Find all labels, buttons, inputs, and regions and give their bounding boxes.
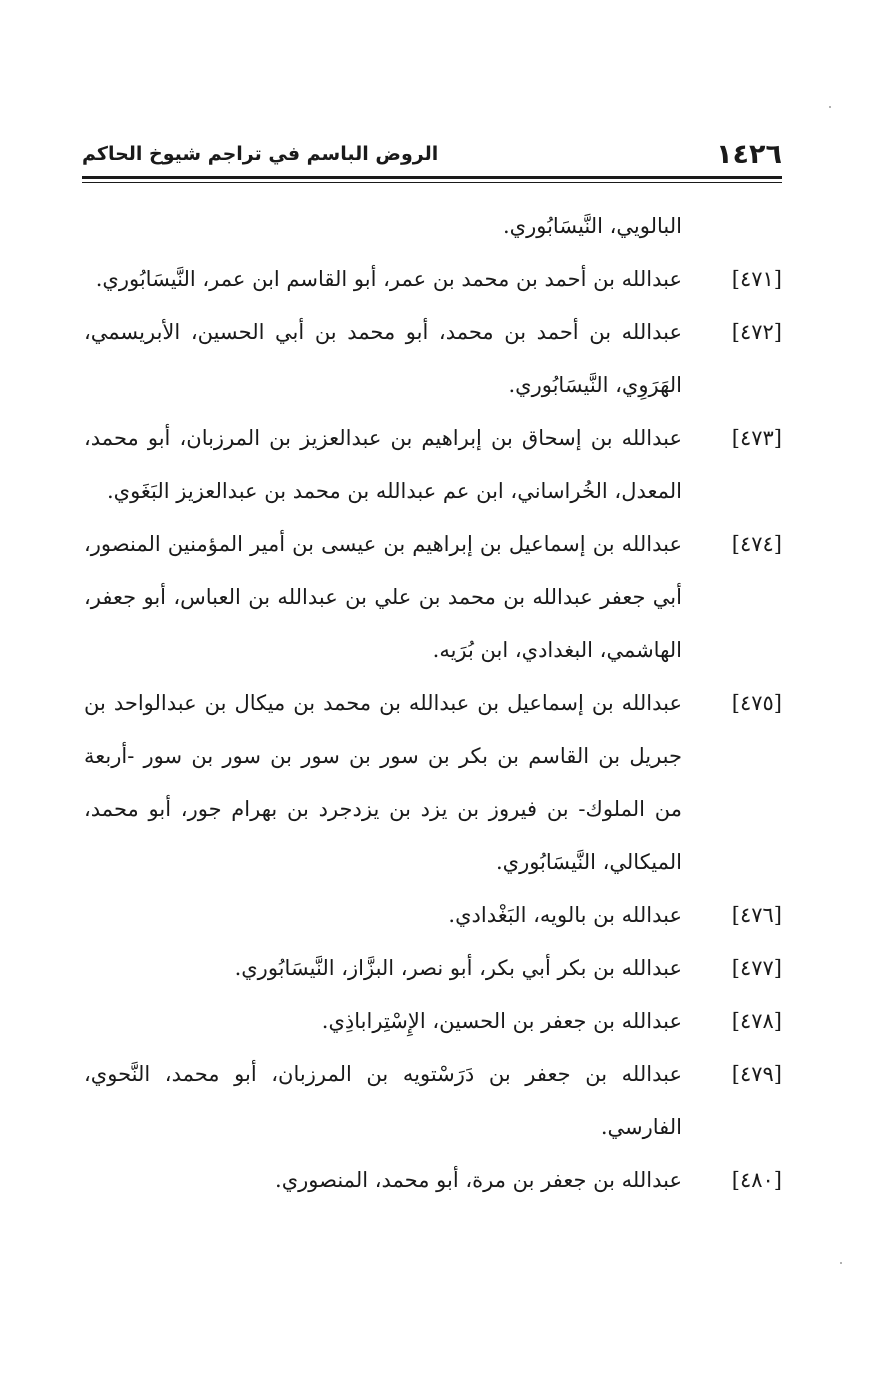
entry-text: عبدالله بن جعفر بن دَرَسْتويه بن المرزبان، أبو محمد، النَّحوي، الفارسي. (84, 1062, 682, 1139)
entry-text: عبدالله بن جعفر بن مرة، أبو محمد، المنصوري. (275, 1168, 682, 1192)
entry-number: [٤٧٩] (731, 1062, 782, 1086)
entry-number: [٤٧٤] (731, 532, 782, 556)
entry-474 (84, 518, 782, 677)
entry-text: عبدالله بن أحمد بن محمد، أبو محمد بن أبي الحسين، الأبريسمي، الهَرَوِي، النَّيسَابُوري. (84, 320, 682, 397)
page-number: ١٤٢٦ (716, 138, 782, 170)
entry-479 (84, 1048, 782, 1154)
entry-476 (84, 889, 782, 942)
entry-number: [٤٧٥] (731, 691, 782, 715)
entry-number: [٤٨٠] (731, 1168, 782, 1192)
entry-text: عبدالله بن إسماعيل بن عبدالله بن محمد بن ميكال بن عبدالواحد بن جبريل بن القاسم بن بكر بن سور بن سور بن سور بن سور -أربعة من الملوك- بن فيروز بن يزد بن يزدجرد بن بهرام جور، أبو محمد، الميكالي، النَّيسَابُوري. (84, 691, 682, 874)
entry-number: [٤٧٢] (731, 320, 782, 344)
entry-480 (84, 1154, 782, 1207)
scan-speck (840, 1262, 842, 1264)
page-header (82, 135, 782, 173)
entry-text: عبدالله بن بكر أبي بكر، أبو نصر، البزَّاز، النَّيسَابُوري. (234, 956, 682, 980)
entry-473 (84, 412, 782, 518)
entry-text: عبدالله بن بالويه، البَغْدادي. (448, 903, 682, 927)
entry-471 (84, 253, 782, 306)
entry-475 (84, 677, 782, 889)
header-rule-thin (82, 182, 782, 183)
entry-number: [٤٧٦] (731, 903, 782, 927)
entry-number: [٤٧٨] (731, 1009, 782, 1033)
entry-text: عبدالله بن أحمد بن محمد بن عمر، أبو القاسم ابن عمر، النَّيسَابُوري. (95, 267, 682, 291)
scan-speck (829, 106, 831, 108)
entry-478 (84, 995, 782, 1048)
entry-text: عبدالله بن إسحاق بن إبراهيم بن عبدالعزيز بن المرزبان، أبو محمد، المعدل، الخُراساني، ابن عم عبدالله بن محمد بن عبدالعزيز البَغَوي. (84, 426, 682, 503)
header-rule-thick (82, 176, 782, 179)
entry-text: عبدالله بن إسماعيل بن إبراهيم بن عيسى بن أمير المؤمنين المنصور، أبي جعفر عبدالله بن محمد بن علي بن عبدالله بن العباس، أبو جعفر، الهاشمي، البغدادي، ابن بُرَيه. (84, 532, 682, 662)
entry-472 (84, 306, 782, 412)
running-title: الروض الباسم في تراجم شيوخ الحاكم (82, 143, 439, 165)
entry-number: [٤٧١] (731, 267, 782, 291)
entry-number: [٤٧٣] (731, 426, 782, 450)
biography-list (84, 200, 782, 1207)
entry-text: عبدالله بن جعفر بن الحسين، الإِسْتِراباذِي. (321, 1009, 682, 1033)
entry-477 (84, 942, 782, 995)
entry-number: [٤٧٧] (731, 956, 782, 980)
continuation-line: البالويي، النَّيسَابُوري. (502, 214, 682, 238)
